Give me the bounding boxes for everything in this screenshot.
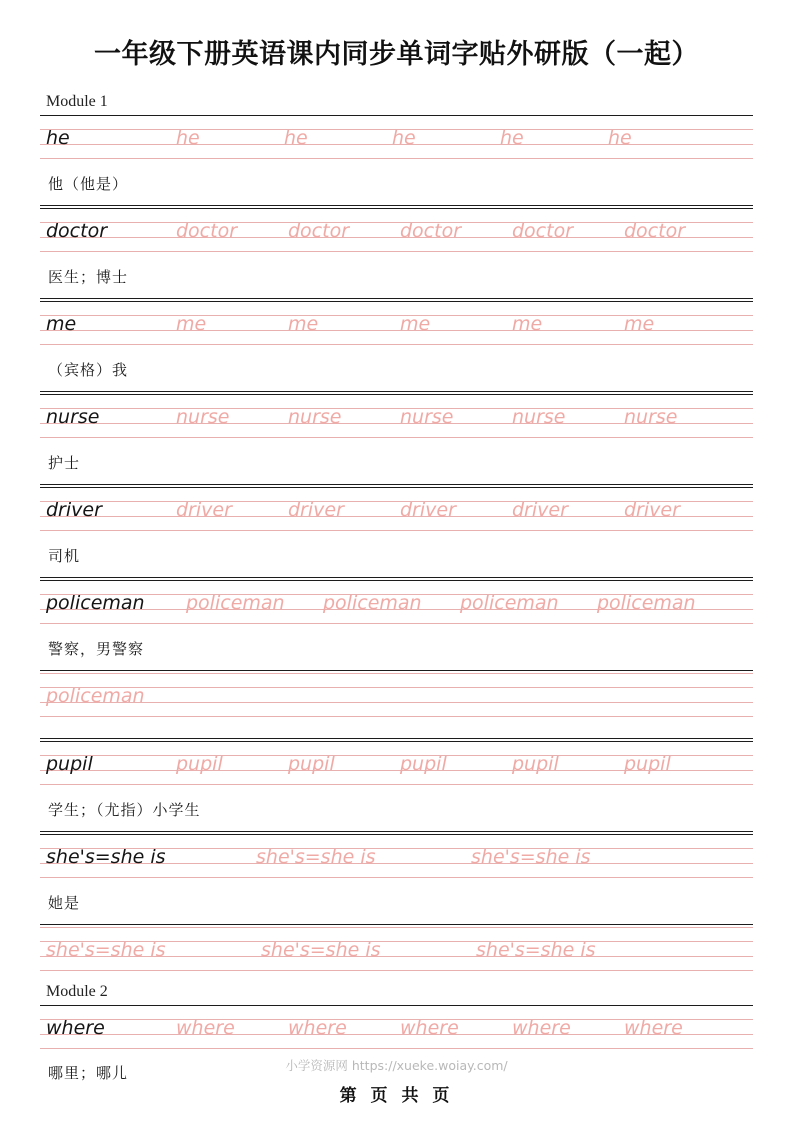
meaning-rule [40,831,753,832]
meaning-rule [40,391,753,392]
staff-line [40,970,753,971]
word-trace: pupil [624,753,671,775]
word-model: doctor [46,220,108,242]
meaning-text: 医生；博士 [48,268,129,286]
word-trace: nurse [512,406,566,428]
meaning-text: 学生；（尤指）小学生 [48,801,201,819]
word-model: driver [46,499,102,521]
word-trace: me [400,313,431,335]
meaning-text: 护士 [48,454,81,472]
word-row [46,927,753,970]
word-trace: where [400,1017,459,1039]
word-row [46,301,753,344]
word-row [46,487,753,530]
word-trace: where [512,1017,571,1039]
word-trace: me [624,313,655,335]
word-model: he [46,127,70,149]
word-trace: he [608,127,632,149]
meaning-row-pupil [40,785,753,832]
word-trace: he [284,127,308,149]
word-trace: nurse [176,406,230,428]
meaning-rule [40,484,753,485]
word-row [46,115,753,158]
word-trace: me [176,313,207,335]
spacer-row-policeman [40,717,753,739]
word-trace: she's=she is [46,939,166,961]
writing-staff-driver [40,487,753,531]
word-row [46,1005,753,1048]
word-trace: she's=she is [471,846,591,868]
meaning-row-nurse [40,438,753,485]
word-trace: she's=she is [261,939,381,961]
word-trace: doctor [512,220,574,242]
writing-staff-policeman-extra [40,673,753,717]
writing-staff-nurse [40,394,753,438]
word-trace: where [176,1017,235,1039]
footer-watermark: 小学资源网 https://xueke.woiay.com/ [285,1058,508,1073]
word-trace: driver [288,499,344,521]
word-trace: pupil [512,753,559,775]
word-trace: nurse [624,406,678,428]
meaning-rule [40,738,753,739]
word-trace: policeman [186,592,285,614]
word-row [46,741,753,784]
writing-staff-where [40,1005,753,1049]
word-trace: doctor [288,220,350,242]
meaning-text: 司机 [48,547,81,565]
meaning-row-me [40,345,753,392]
word-trace: nurse [288,406,342,428]
word-trace: doctor [624,220,686,242]
writing-staff-he [40,115,753,159]
word-model: she's=she is [46,846,166,868]
module-label-1: Module 1 [46,93,108,110]
word-row [46,673,753,716]
word-trace: where [288,1017,347,1039]
meaning-rule [40,298,753,299]
word-model: where [46,1017,105,1039]
meaning-text: 她是 [48,894,81,912]
meaning-row-driver [40,531,753,578]
word-trace: where [624,1017,683,1039]
word-row [46,394,753,437]
word-trace: policeman [46,685,145,707]
word-trace: policeman [323,592,422,614]
word-row [46,580,753,623]
writing-staff-doctor [40,208,753,252]
word-trace: pupil [176,753,223,775]
word-trace: driver [400,499,456,521]
word-model: pupil [46,753,93,775]
word-model: me [46,313,77,335]
word-trace: policeman [597,592,696,614]
word-trace: she's=she is [256,846,376,868]
meaning-row-policeman [40,624,753,671]
word-row [46,834,753,877]
writing-staff-policeman [40,580,753,624]
writing-staff-shes-extra [40,927,753,971]
word-trace: he [500,127,524,149]
word-trace: he [392,127,416,149]
page-title: 一年级下册英语课内同步单词字贴外研版（一起） [94,39,699,70]
word-model: nurse [46,406,100,428]
word-trace: doctor [400,220,462,242]
word-trace: he [176,127,200,149]
meaning-rule [40,924,753,925]
word-row [46,208,753,251]
writing-staff-me [40,301,753,345]
meaning-row-he [40,159,753,206]
meaning-rule [40,205,753,206]
meaning-row-shes [40,878,753,925]
word-trace: pupil [400,753,447,775]
word-trace: policeman [460,592,559,614]
meaning-text: （宾格）我 [48,361,129,379]
module-label-2: Module 2 [46,983,108,1000]
word-trace: driver [512,499,568,521]
word-trace: nurse [400,406,454,428]
meaning-text: 警察，男警察 [48,640,145,658]
footer-page-indicator: 第 页 共 页 [339,1086,454,1106]
word-trace: she's=she is [476,939,596,961]
word-trace: me [512,313,543,335]
word-model: policeman [46,592,145,614]
meaning-text: 哪里；哪儿 [48,1064,129,1082]
word-trace: pupil [288,753,335,775]
word-trace: driver [176,499,232,521]
meaning-row-doctor [40,252,753,299]
word-trace: doctor [176,220,238,242]
meaning-rule [40,577,753,578]
writing-staff-pupil [40,741,753,785]
meaning-text: 他（他是） [48,175,129,193]
writing-staff-shes [40,834,753,878]
word-trace: me [288,313,319,335]
meaning-rule [40,670,753,671]
word-trace: driver [624,499,680,521]
